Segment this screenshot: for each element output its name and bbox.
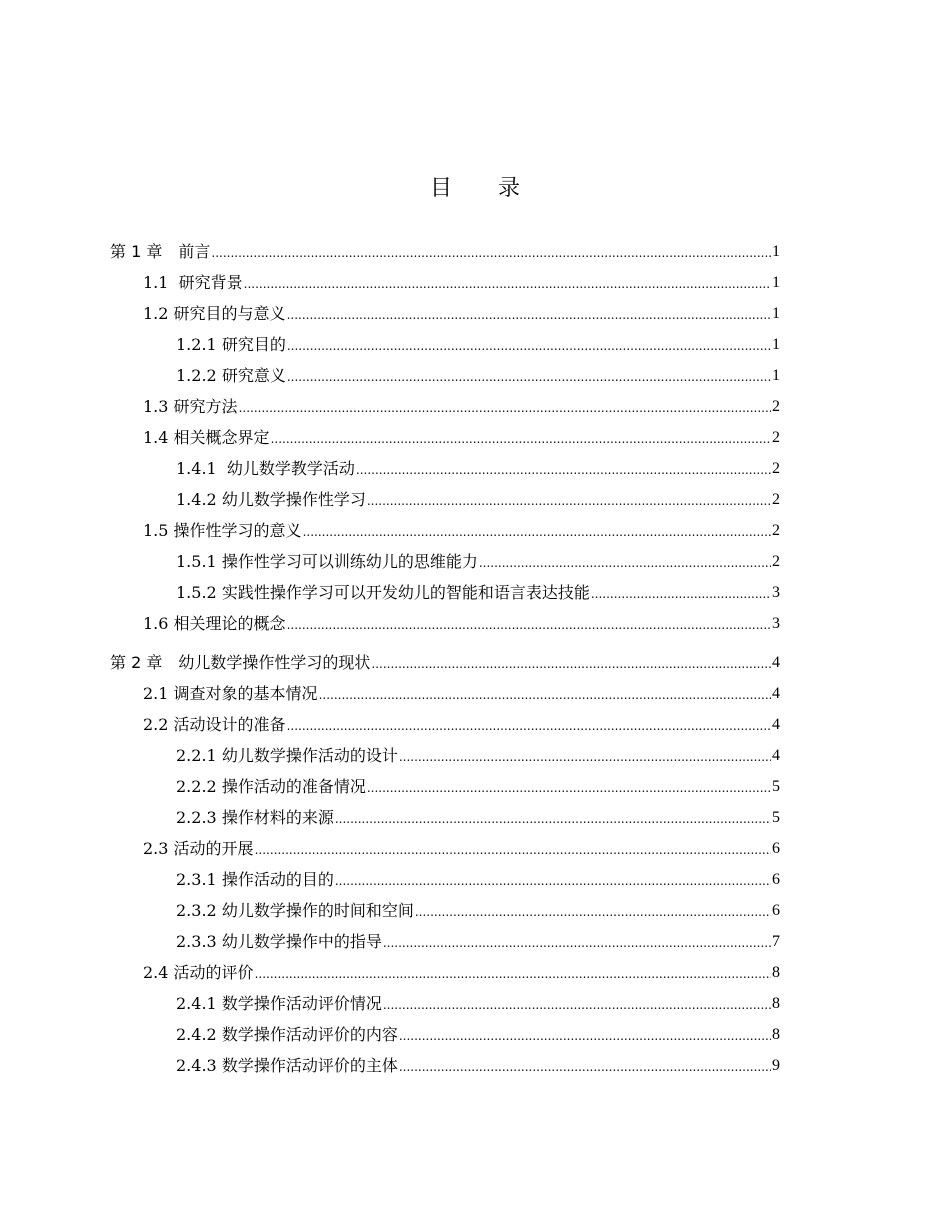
toc-dot-leader xyxy=(367,490,771,510)
toc-page-number: 2 xyxy=(772,491,780,508)
toc-page-number: 5 xyxy=(772,809,780,826)
toc-entry-text: 相关概念界定 xyxy=(173,428,270,447)
toc-page-number: 6 xyxy=(772,902,780,919)
toc-entry-separator xyxy=(162,242,178,262)
toc-title xyxy=(0,174,950,204)
toc-entry-number: 1.5.2 xyxy=(176,583,217,602)
toc-section-entry[interactable] xyxy=(176,990,780,1014)
toc-section-entry[interactable] xyxy=(176,1052,780,1076)
toc-section-entry[interactable] xyxy=(143,610,780,634)
toc-entry-number: 第 2 章 xyxy=(110,653,163,672)
toc-section-entry[interactable] xyxy=(176,742,780,766)
toc-dot-leader xyxy=(287,335,771,355)
toc-section-entry[interactable] xyxy=(143,424,780,448)
toc-page-number: 7 xyxy=(772,933,780,950)
toc-page-number: 6 xyxy=(772,871,780,888)
toc-entry-text: 研究背景 xyxy=(178,273,243,292)
toc-section-entry[interactable] xyxy=(176,897,780,921)
toc-entry-text: 研究目的与意义 xyxy=(173,304,286,323)
toc-section-entry[interactable] xyxy=(143,959,780,983)
toc-page-number: 1 xyxy=(772,367,780,384)
toc-section-entry[interactable] xyxy=(143,517,780,541)
toc-page-number: 1 xyxy=(772,336,780,353)
toc-entry-text: 幼儿数学教学活动 xyxy=(226,459,355,478)
toc-entry-number: 2.3.1 xyxy=(176,870,217,889)
toc-entry-separator xyxy=(168,273,178,293)
toc-entry-number: 2.3 xyxy=(143,839,169,858)
toc-section-entry[interactable] xyxy=(176,362,780,386)
toc-dot-leader xyxy=(591,583,771,603)
toc-entry-text: 操作性学习的意义 xyxy=(173,521,302,540)
toc-dot-leader xyxy=(239,397,771,417)
toc-entry-number: 2.2.3 xyxy=(176,808,217,827)
toc-section-entry[interactable] xyxy=(143,711,780,735)
toc-entry-text: 研究意义 xyxy=(221,366,286,385)
toc-entry-text: 幼儿数学操作的时间和空间 xyxy=(221,901,414,920)
toc-dot-leader xyxy=(399,1025,771,1045)
toc-entry-number: 1.4.1 xyxy=(176,459,217,478)
toc-page-number: 4 xyxy=(772,654,780,671)
toc-entry-number: 2.4.3 xyxy=(176,1056,217,1075)
toc-section-entry[interactable] xyxy=(143,680,780,704)
toc-dot-leader xyxy=(287,715,771,735)
toc-dot-leader xyxy=(371,653,771,673)
toc-dot-leader xyxy=(255,839,771,859)
toc-section-entry[interactable] xyxy=(143,269,780,293)
toc-entry-number: 2.4 xyxy=(143,963,169,982)
toc-page-number: 3 xyxy=(772,584,780,601)
toc-entry-number: 1.5.1 xyxy=(176,552,217,571)
toc-page-number: 9 xyxy=(772,1057,780,1074)
toc-entry-text: 研究方法 xyxy=(173,397,238,416)
toc-dot-leader xyxy=(335,808,771,828)
toc-dot-leader xyxy=(271,428,771,448)
toc-section-entry[interactable] xyxy=(176,866,780,890)
toc-entry-number: 1.1 xyxy=(143,273,169,292)
toc-dot-leader xyxy=(255,963,771,983)
toc-page-number: 4 xyxy=(772,685,780,702)
toc-page-number: 6 xyxy=(772,840,780,857)
toc-entry-text: 活动的开展 xyxy=(173,839,254,858)
toc-page-number: 3 xyxy=(772,615,780,632)
toc-page-number: 2 xyxy=(772,522,780,539)
toc-page-number: 4 xyxy=(772,747,780,764)
toc-entry-number: 1.4 xyxy=(143,428,169,447)
toc-page-number: 2 xyxy=(772,398,780,415)
toc-page-number: 8 xyxy=(772,995,780,1012)
toc-entry-text: 相关理论的概念 xyxy=(173,614,286,633)
toc-dot-leader xyxy=(287,304,771,324)
toc-entry-text: 幼儿数学操作中的指导 xyxy=(221,932,382,951)
toc-dot-leader xyxy=(399,746,771,766)
toc-entry-text: 数学操作活动评价的内容 xyxy=(221,1025,398,1044)
toc-chapter-entry[interactable] xyxy=(110,238,780,262)
toc-entry-number: 2.4.1 xyxy=(176,994,217,1013)
toc-section-entry[interactable] xyxy=(143,835,780,859)
toc-entry-text: 活动的评价 xyxy=(173,963,254,982)
toc-dot-leader xyxy=(244,273,771,293)
toc-entry-number: 2.3.2 xyxy=(176,901,217,920)
toc-dot-leader xyxy=(367,777,771,797)
toc-entry-text: 实践性操作学习可以开发幼儿的智能和语言表达技能 xyxy=(221,583,590,602)
toc-entry-separator xyxy=(217,459,227,479)
toc-page-number: 4 xyxy=(772,716,780,733)
toc-entry-number: 1.4.2 xyxy=(176,490,217,509)
toc-dot-leader xyxy=(335,870,771,890)
toc-dot-leader xyxy=(287,366,771,386)
toc-page-number: 2 xyxy=(772,553,780,570)
toc-entry-number: 1.2.2 xyxy=(176,366,217,385)
toc-entry-number: 2.2.1 xyxy=(176,746,217,765)
toc-entry-text: 操作活动的目的 xyxy=(221,870,334,889)
toc-title-part-2: 录 xyxy=(498,176,521,201)
toc-section-entry[interactable] xyxy=(176,331,780,355)
toc-dot-leader xyxy=(287,614,771,634)
toc-entry-number: 2.2.2 xyxy=(176,777,217,796)
toc-page-number: 1 xyxy=(772,243,780,260)
toc-section-entry[interactable] xyxy=(143,393,780,417)
toc-entry-text: 调查对象的基本情况 xyxy=(173,684,318,703)
toc-dot-leader xyxy=(383,932,771,952)
toc-entry-text: 活动设计的准备 xyxy=(173,715,286,734)
toc-entry-number: 2.3.3 xyxy=(176,932,217,951)
toc-entry-text: 操作材料的来源 xyxy=(221,808,334,827)
toc-dot-leader xyxy=(415,901,771,921)
toc-page-number: 5 xyxy=(772,778,780,795)
toc-page-number: 8 xyxy=(772,1026,780,1043)
toc-entry-text: 操作性学习可以训练幼儿的思维能力 xyxy=(221,552,478,571)
toc-entry-number: 2.2 xyxy=(143,715,169,734)
toc-entry-text: 研究目的 xyxy=(221,335,286,354)
toc-dot-leader xyxy=(211,242,771,262)
toc-dot-leader xyxy=(303,521,771,541)
toc-page-number: 8 xyxy=(772,964,780,981)
toc-entry-text: 幼儿数学操作活动的设计 xyxy=(221,746,398,765)
toc-entry-number: 1.6 xyxy=(143,614,169,633)
toc-entry-separator xyxy=(162,653,178,673)
toc-dot-leader xyxy=(383,994,771,1014)
toc-entry-text: 幼儿数学操作性学习的现状 xyxy=(178,653,371,672)
toc-entry-text: 前言 xyxy=(178,242,211,261)
toc-entry-number: 1.5 xyxy=(143,521,169,540)
toc-section-entry[interactable] xyxy=(176,928,780,952)
toc-dot-leader xyxy=(319,684,771,704)
toc-title-part-1: 目 xyxy=(429,176,452,201)
toc-entry-number: 2.1 xyxy=(143,684,169,703)
toc-section-entry[interactable] xyxy=(176,579,780,603)
toc-entry-number: 2.4.2 xyxy=(176,1025,217,1044)
toc-dot-leader xyxy=(399,1056,771,1076)
toc-dot-leader xyxy=(356,459,771,479)
toc-entry-number: 1.2.1 xyxy=(176,335,217,354)
toc-section-entry[interactable] xyxy=(176,773,780,797)
toc-page-number: 2 xyxy=(772,460,780,477)
toc-entry-text: 幼儿数学操作性学习 xyxy=(221,490,366,509)
toc-page-number: 2 xyxy=(772,429,780,446)
toc-section-entry[interactable] xyxy=(176,548,780,572)
toc-entry-number: 1.2 xyxy=(143,304,169,323)
toc-entry-number: 第 1 章 xyxy=(110,242,163,261)
toc-dot-leader xyxy=(479,552,771,572)
toc-section-entry[interactable] xyxy=(176,455,780,479)
toc-section-entry[interactable] xyxy=(143,300,780,324)
toc-section-entry[interactable] xyxy=(176,486,780,510)
toc-section-entry[interactable] xyxy=(176,804,780,828)
toc-entry-text: 数学操作活动评价的主体 xyxy=(221,1056,398,1075)
toc-entry-text: 数学操作活动评价情况 xyxy=(221,994,382,1013)
toc-chapter-entry[interactable] xyxy=(110,649,780,673)
toc-page-number: 1 xyxy=(772,274,780,291)
toc-page-number: 1 xyxy=(772,305,780,322)
toc-section-entry[interactable] xyxy=(176,1021,780,1045)
toc-entry-text: 操作活动的准备情况 xyxy=(221,777,366,796)
toc-entry-number: 1.3 xyxy=(143,397,169,416)
